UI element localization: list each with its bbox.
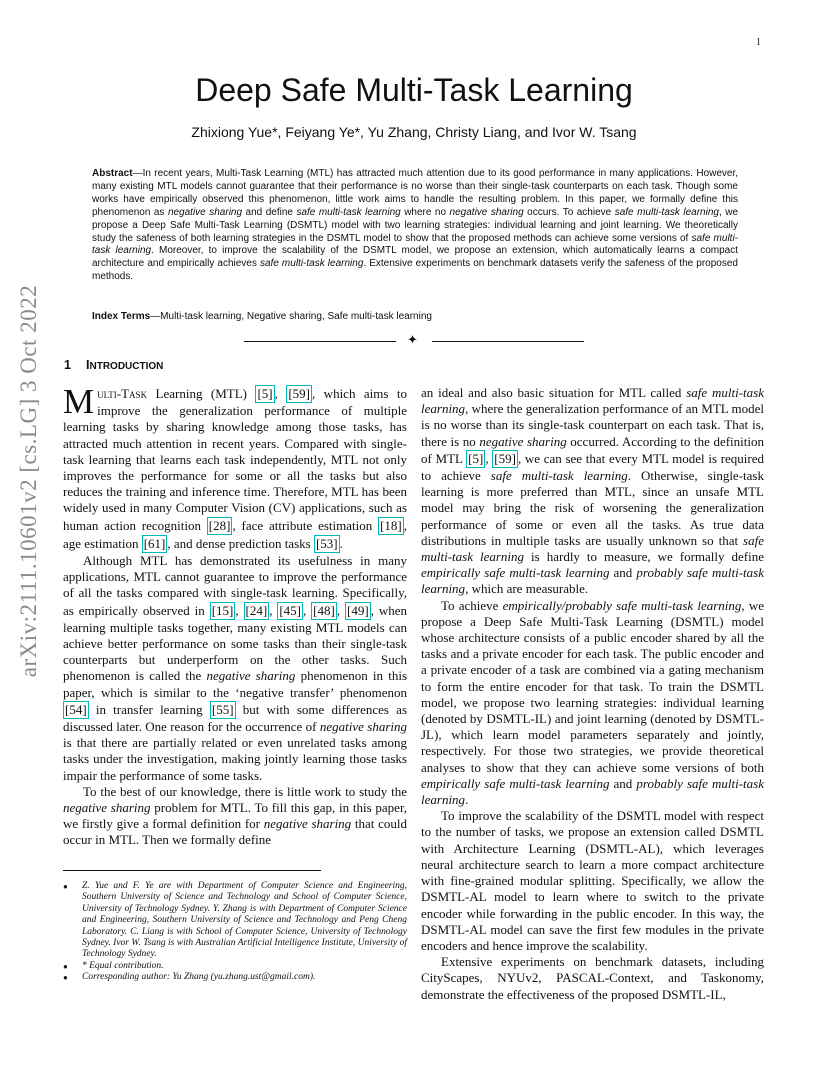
footnote-affiliations: ● Z. Yue and F. Ye are with Department of Computer Science and Engineering, Southern University of Science and Technology and School of Computer Science, University of Technology Sydney. Y. Zhang is with Department of Computer Science and Engineering, Southern University of Science and Technology and Peng Cheng Laboratory. C. Liang is with School of Computer Science, University of Technology Sydney. Ivor W. Tsang is with Australian Artificial Intelligence Institute, University of Technology Sydney. <box>63 881 407 961</box>
left-column <box>63 382 408 849</box>
drop-cap: M <box>63 382 95 421</box>
body-text: occurred. According to the definition of MTL <box>421 433 764 466</box>
page-number: 1 <box>756 37 761 48</box>
body-text: and <box>609 775 637 791</box>
divider-line <box>432 341 584 342</box>
term-emphasis: safe multi-task learning <box>259 258 364 270</box>
citation-link[interactable]: [24] <box>244 602 270 620</box>
term-emphasis: negative sharing <box>479 433 567 449</box>
term-emphasis: safe multi-task learning <box>421 385 765 417</box>
body-paragraph <box>63 553 407 784</box>
citation-link[interactable]: [54] <box>63 701 89 719</box>
term-emphasis: safe multi-task learning <box>490 468 628 484</box>
body-text: , <box>269 602 278 618</box>
body-text: . <box>465 792 469 808</box>
body-text: problem for MTL. To fill this gap, in this paper, we firstly give a formal definition for <box>63 800 408 832</box>
small-caps-text: ulti-Task <box>97 386 148 401</box>
body-text: but with some differences as discussed later. One reason for the occurrence of <box>63 701 408 735</box>
body-text: , <box>235 602 244 618</box>
body-paragraph <box>63 784 407 849</box>
body-paragraph <box>421 385 764 598</box>
abstract-text: where no <box>400 206 450 218</box>
term-emphasis: safe multi-task learning <box>296 206 401 218</box>
term-emphasis: negative sharing <box>63 800 151 816</box>
citation-link[interactable]: [15] <box>210 602 236 620</box>
body-text: , <box>274 386 287 401</box>
body-text: Although MTL has demonstrated its usefulness in many applications, MTL cannot guarantee to improve the performance of all the tasks compared with single-task learning. Specifically, as empirically observed in <box>63 553 407 618</box>
term-emphasis: empirically safe multi-task learning <box>421 775 610 791</box>
citation-link[interactable]: [49] <box>345 602 371 620</box>
body-text: , <box>303 602 312 618</box>
section-title-initial: I <box>86 358 90 372</box>
section-divider <box>244 335 584 349</box>
citation-link[interactable]: [59] <box>286 385 312 403</box>
body-paragraph: To improve the scalability of the DSMTL model with respect to the number of tasks, we propose an extension called DSMTL with Architecture Learning (DSMTL-AL), which leverages neural architecture search to learn a more compact architecture with fine-grained modular splitting. Specifically, we allow the DSMTL-AL model to learn where to switch to the private encoder while forwarding in the public encoder. In this way, the DSMTL-AL model can save the first few modules in the private encoders and hence improve the scalability. <box>421 808 764 953</box>
body-paragraph: Extensive experiments on benchmark datasets, including CityScapes, NYUv2, PASCAL-Context, and Taskonomy, demonstrate the effectiveness of the proposed DSMTL-IL, <box>421 954 764 1002</box>
citation-link[interactable]: [61] <box>142 535 168 553</box>
body-text: and <box>609 565 637 581</box>
citation-link[interactable]: [28] <box>207 517 233 535</box>
body-text: , <box>336 602 345 618</box>
abstract-text: . Moreover, to improve the scalability of the DSMTL model, we propose an extension, which automatically learns a compact architecture and empirically achieves <box>92 245 738 270</box>
divider-line <box>244 341 396 342</box>
citation-link[interactable]: [55] <box>210 701 236 719</box>
term-emphasis: probably safe multi-task learning <box>421 775 764 808</box>
body-text: To the best of our knowledge, there is little work to study the <box>83 783 407 799</box>
section-heading <box>64 358 409 372</box>
footnote-rule <box>63 870 321 871</box>
body-text: phenomenon in this paper, which is similar to the ‘negative transfer’ phenomenon <box>63 668 408 700</box>
paper-title: Deep Safe Multi-Task Learning <box>195 72 633 108</box>
abstract <box>92 168 738 284</box>
body-text: , we propose a Deep Safe Multi-Task Learning (DSMTL) model whose architecture consists of a public encoder shared by all the tasks and a private encoder for each task. The public encoder and a private encoder of a task are combined via a gating mechanism to form the entire encoder for that task. To train the DSMTL model, we propose two learning strategies: individual learning (denoted by DSMTL-IL) and joint learning (denoted by DSMTL-JL), which learn model parameters separately and jointly, respectively. For those two strategies, we provide theoretical analyses to show that they can achieve some versions of both <box>421 597 764 775</box>
arxiv-identifier: arXiv:2111.10601v2 [cs.LG] 3 Oct 2022 <box>16 284 41 678</box>
term-emphasis: negative sharing <box>449 206 524 218</box>
body-text: in transfer learning <box>88 701 210 717</box>
body-text: , which aims to improve the generalization performance of multiple learning tasks by sharing knowledge among those tasks, has attracted much attention in recent years. Compared with single-task learning that learns each task independently, MTL not only improves the performance for some or all the tasks but also reduces the training and inference time. Therefore, MTL has been widely used in many Computer Vision (CV) applications, such as human action recognition <box>63 386 408 533</box>
citation-link[interactable]: [5] <box>466 450 485 468</box>
term-emphasis: empirically/probably safe multi-task learning <box>502 597 742 613</box>
body-text: an ideal and also basic situation for MTL called <box>421 385 687 400</box>
index-terms-label: Index Terms <box>92 311 151 322</box>
citation-link[interactable]: [18] <box>378 517 404 535</box>
right-column <box>421 385 764 1003</box>
section-title-rest: NTRODUCTION <box>89 361 164 372</box>
abstract-text: . Extensive experiments on benchmark datasets verify the safeness of the proposed methods. <box>92 258 738 283</box>
citation-link[interactable]: [48] <box>311 602 337 620</box>
body-text: , which are measurable. <box>465 581 589 597</box>
abstract-text: occurs. To achieve <box>523 206 615 218</box>
abstract-label: Abstract <box>92 168 133 179</box>
index-terms <box>92 311 738 324</box>
index-terms-text: —Multi-task learning, Negative sharing, Safe multi-task learning <box>150 311 432 322</box>
author-list: Zhixiong Yue*, Feiyang Ye*, Yu Zhang, Christy Liang, and Ivor W. Tsang <box>191 124 637 140</box>
citation-link[interactable]: [53] <box>314 535 340 553</box>
citation-link[interactable]: [45] <box>277 602 303 620</box>
body-text: , we can see that every MTL model is required to achieve <box>421 450 765 484</box>
body-text: is hardly to measure, we formally define <box>524 549 764 565</box>
body-text: , face attribute estimation <box>232 517 379 533</box>
term-emphasis: empirically safe multi-task learning <box>421 565 610 581</box>
arxiv-stamp <box>4 284 54 678</box>
abstract-text: —In recent years, Multi-Task Learning (MTL) has attracted much attention due to its good performance in many applications. However, many existing MTL models cannot guarantee that their performance is no worse than their single-task counterparts on each task. Though some works have empirically observed this phenomenon, little work aims to handle the resulting problem. In this paper, we formally define this phenomenon as <box>92 168 738 218</box>
footnote-equal-contribution: ● * Equal contribution. <box>63 961 407 972</box>
body-text: . Otherwise, single-task learning is more preferred than MTL, since an unsafe MTL model may bring the risk of worsening the generalization performance of some or even all the tasks. As true data distributions in multiple tasks are usually unknown so that <box>421 468 764 548</box>
citation-link[interactable]: [59] <box>492 450 518 468</box>
body-text: is that there are partially related or even unrelated tasks among tasks under the investigation, making jointly learning those tasks impair the performance of some tasks. <box>63 735 407 783</box>
term-emphasis: safe multi-task learning <box>421 532 764 565</box>
term-emphasis: probably safe multi-task learning <box>421 565 764 597</box>
abstract-text: , we propose a Deep Safe Multi-Task Learning (DSMTL) model with two learning strategies: individual learning and joint learning. We theoretically study the safeness of both learning strategies in the DSMTL model to show that the proposed methods can achieve some versions of <box>92 206 739 244</box>
citation-link[interactable]: [5] <box>255 385 274 403</box>
section-number: 1 <box>64 358 71 372</box>
body-text: , age estimation <box>63 517 407 551</box>
body-text: , where the generalization performance of an MTL model is no worse than its single-task counterpart on each task. That is, there is no <box>421 401 764 449</box>
body-text: Learning (MTL) <box>147 386 256 401</box>
body-paragraph <box>63 382 408 553</box>
body-text: , <box>485 450 493 466</box>
term-emphasis: negative sharing <box>167 206 243 218</box>
footnotes <box>63 881 407 984</box>
diamond-star-icon: ✦ <box>407 333 418 348</box>
body-text: . <box>339 535 343 551</box>
body-text: , when learning multiple tasks together, many existing MTL models can achieve better performance on some tasks than their single-task counterparts but underperform on the other tasks. Such phenomenon is called the <box>63 602 407 684</box>
term-emphasis: negative sharing <box>319 719 408 735</box>
term-emphasis: safe multi-task learning <box>92 232 738 257</box>
term-emphasis: safe multi-task learning <box>614 206 719 218</box>
abstract-text: and define <box>242 206 297 218</box>
body-text: , and dense prediction tasks <box>167 535 314 551</box>
body-paragraph <box>421 598 764 809</box>
term-emphasis: negative sharing <box>206 668 296 684</box>
body-text: To achieve <box>441 597 503 613</box>
body-text: that could occur in MTL. Then we formally define <box>63 816 407 848</box>
term-emphasis: negative sharing <box>263 816 352 832</box>
footnote-corresponding-author: ● Corresponding author: Yu Zhang (yu.zhang.ust@gmail.com). <box>63 972 407 983</box>
